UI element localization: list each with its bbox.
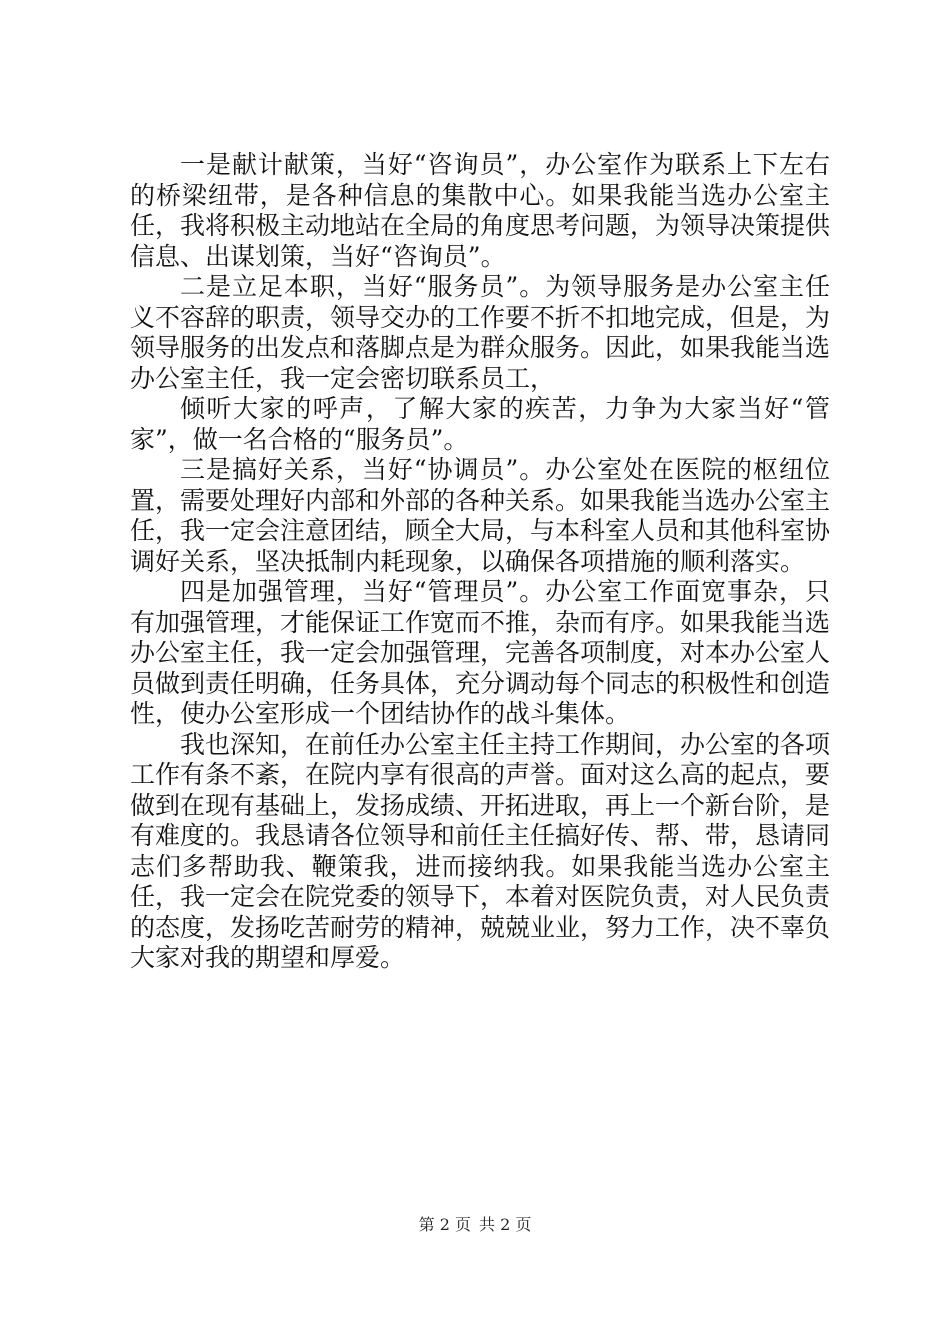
- paragraph-service: 二是立足本职，当好“服务员”。为领导服务是办公室主任义不容辞的职责，领导交办的工作要不折不扣地完成，但是，为领导服务的出发点和落脚点是为群众服务。因此，如果我能当选办公室主任，我一定会密切联系员工，: [130, 272, 831, 393]
- total-pages: 共 2 页: [479, 1215, 532, 1234]
- page-footer: [0, 1215, 950, 1235]
- paragraph-service-continued: 倾听大家的呼声，了解大家的疾苦，力争为大家当好“管家”，做一名合格的“服务员”。: [130, 394, 830, 454]
- page-number: 第 2 页: [418, 1215, 471, 1234]
- paragraph-manager: 四是加强管理，当好“管理员”。办公室工作面宽事杂，只有加强管理，才能保证工作宽而不推，杂而有序。如果我能当选办公室主任，我一定会加强管理，完善各项制度，对本办公室人员做到责任明确，任务具体，充分调动每个同志的积极性和创造性，使办公室形成一个团结协作的战斗集体。: [130, 577, 831, 728]
- paragraph-consultant: 一是献计献策，当好“咨询员”，办公室作为联系上下左右的桥梁纽带，是各种信息的集散中心。如果我能当选办公室主任，我将积极主动地站在全局的角度思考问题，为领导决策提供信息、出谋划策，当好“咨询员”。: [130, 150, 831, 271]
- paragraph-coordinator: 三是搞好关系，当好“协调员”。办公室处在医院的枢纽位置，需要处理好内部和外部的各种关系。如果我能当选办公室主任，我一定会注意团结，顾全大局，与本科室人员和其他科室协调好关系，坚决抵制内耗现象，以确保各项措施的顺利落实。: [130, 455, 831, 576]
- document-body: [130, 150, 830, 974]
- paragraph-closing: 我也深知，在前任办公室主任主持工作期间，办公室的各项工作有条不紊，在院内享有很高的声誉。面对这么高的起点，要做到在现有基础上，发扬成绩、开拓进取，再上一个新台阶，是有难度的。我恳请各位领导和前任主任搞好传、帮、带，恳请同志们多帮助我、鞭策我，进而接纳我。如果我能当选办公室主任，我一定会在院党委的领导下，本着对医院负责，对人民负责的态度，发扬吃苦耐劳的精神，兢兢业业，努力工作，决不辜负大家对我的期望和厚爱。: [130, 729, 831, 972]
